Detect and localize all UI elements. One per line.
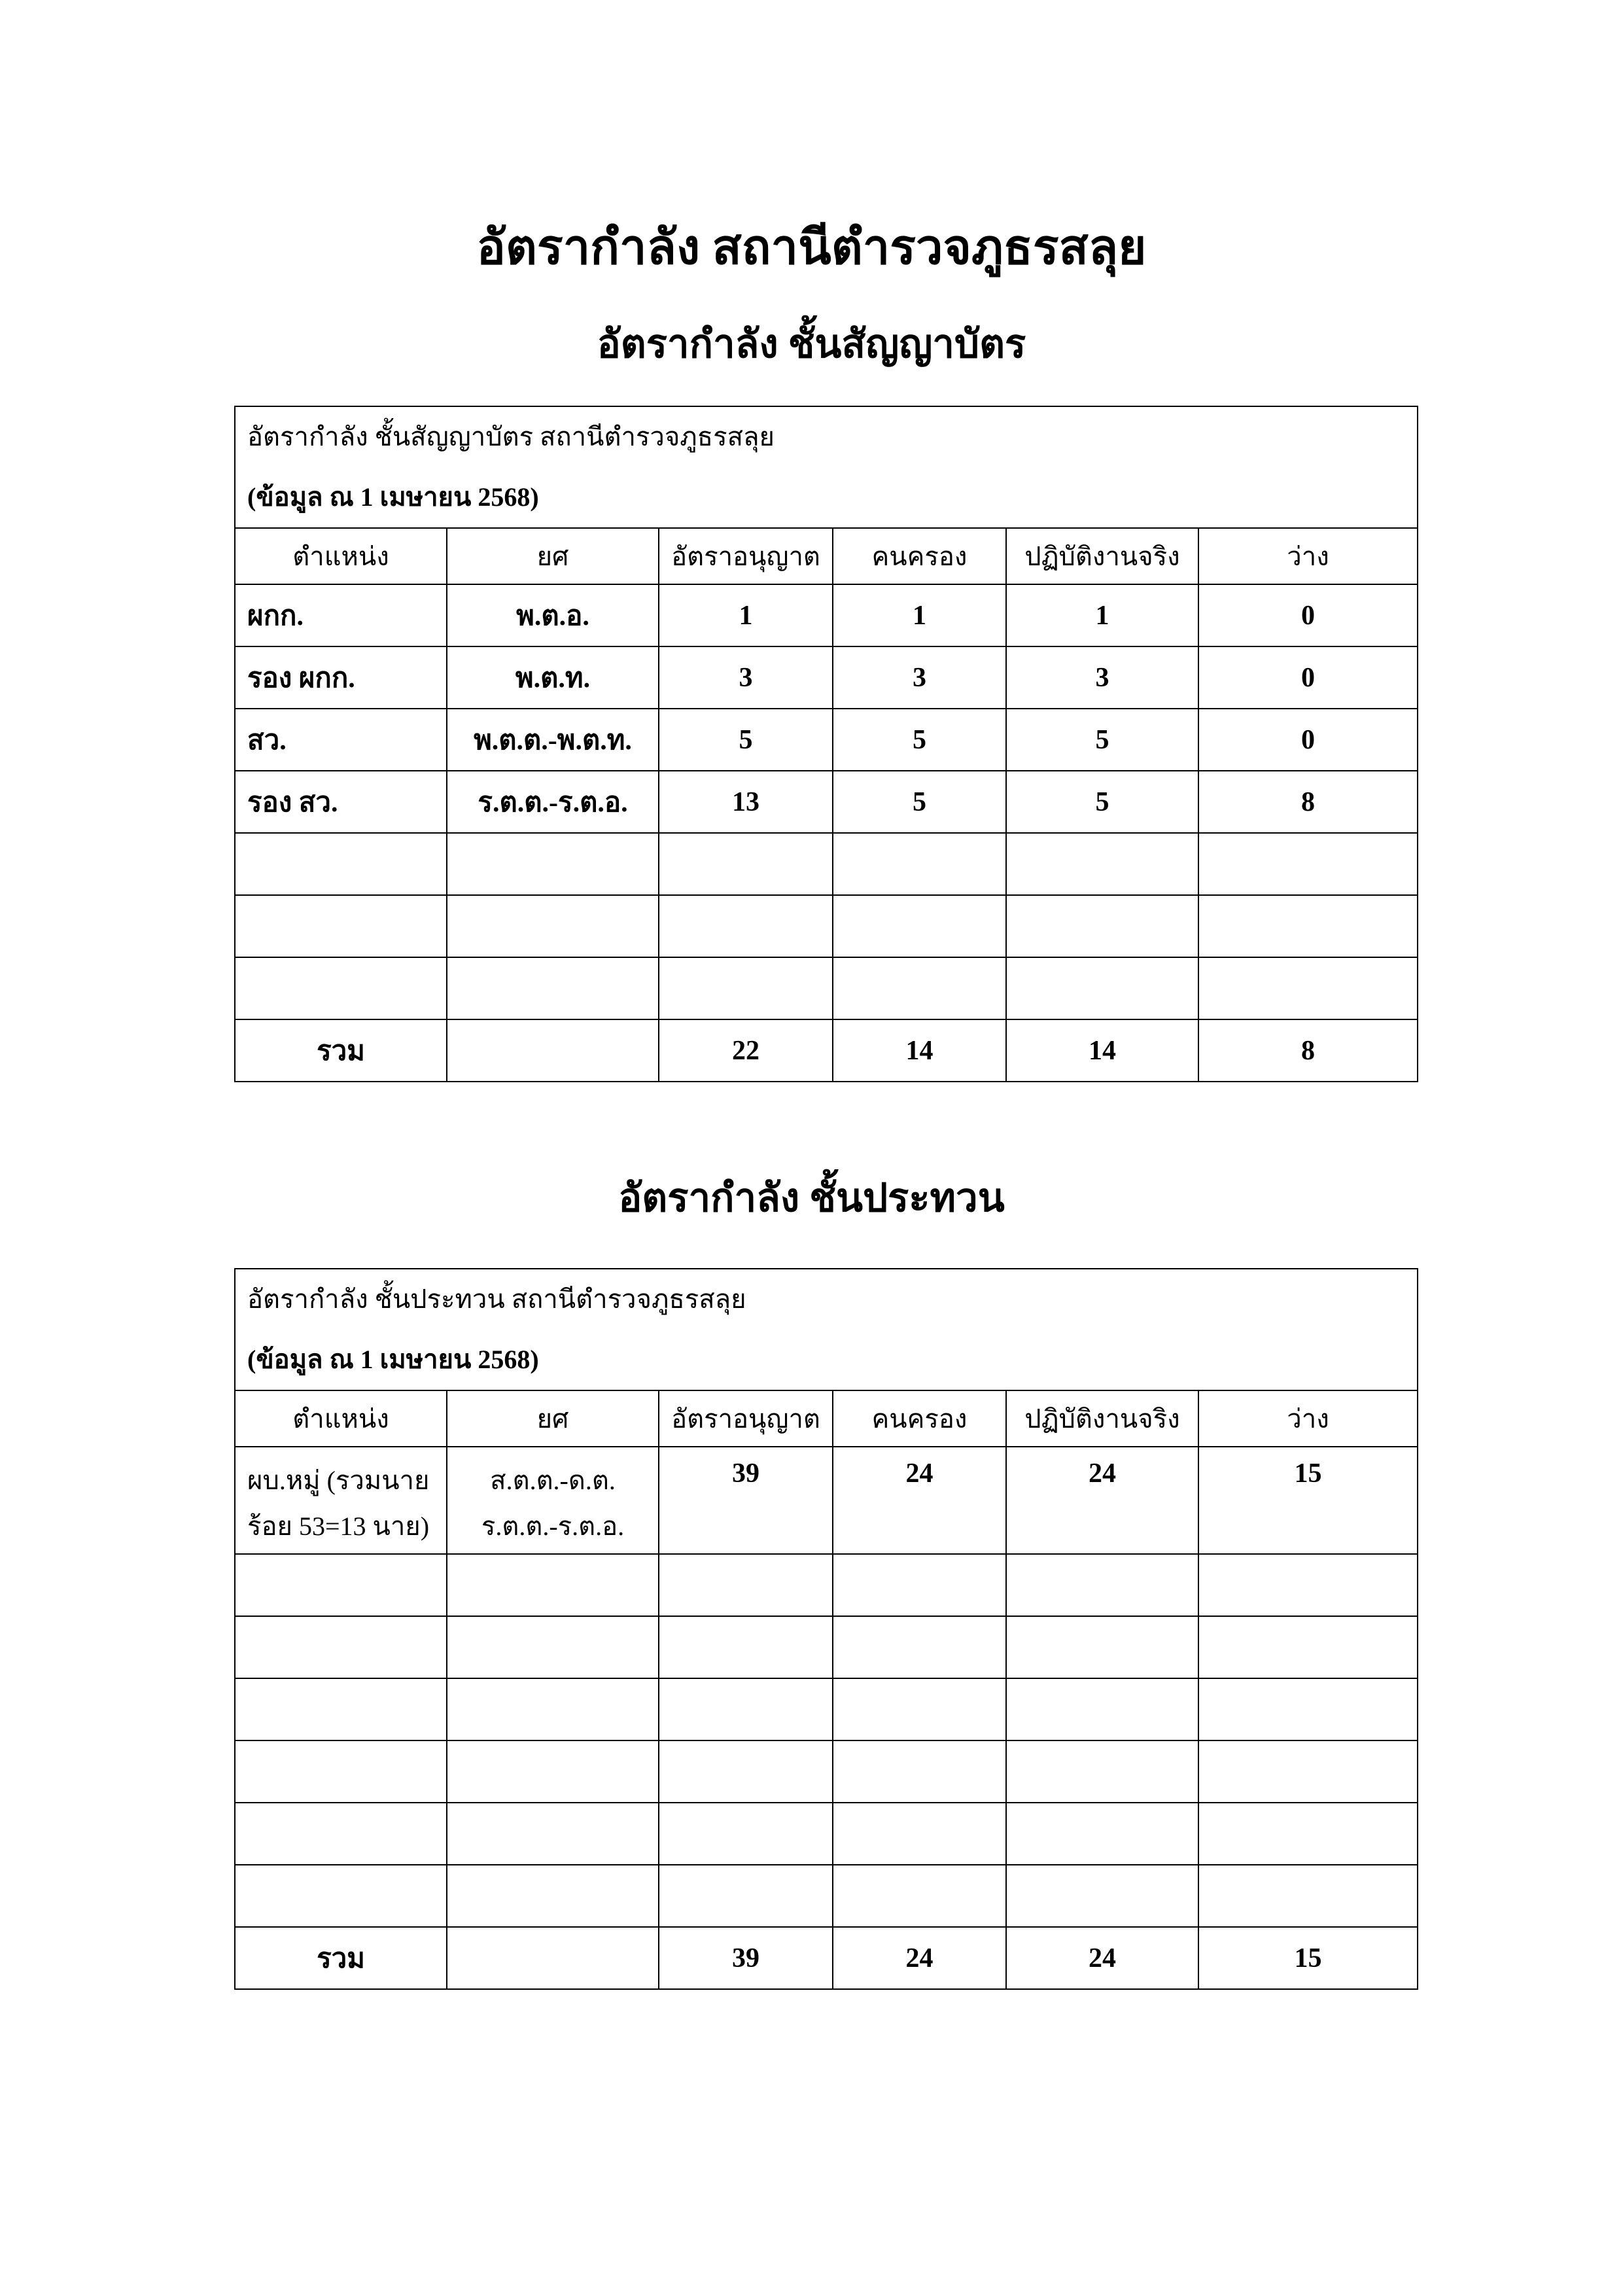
table-total-row <box>235 1927 1418 1989</box>
total-actual: 24 <box>1006 1927 1198 1989</box>
column-header-occupied: คนครอง <box>833 528 1006 584</box>
table-caption <box>235 1269 1418 1390</box>
empty-row <box>235 1616 1418 1678</box>
cell-authorized: 39 <box>659 1447 833 1554</box>
column-header-actual: ปฏิบัติงานจริง <box>1006 528 1198 584</box>
table-caption <box>235 406 1418 528</box>
table-row <box>235 1447 1418 1554</box>
total-label: รวม <box>235 1019 447 1082</box>
cell-authorized: 1 <box>659 584 833 646</box>
cell-vacant: 0 <box>1198 709 1418 771</box>
column-header-authorized: อัตราอนุญาต <box>659 528 833 584</box>
column-header-rank: ยศ <box>447 1390 659 1447</box>
table-header-row <box>235 528 1418 584</box>
page-title: อัตรากำลัง สถานีตำรวจภูธรสลุย <box>476 221 1147 275</box>
table-date-note: (ข้อมูล ณ 1 เมษายน 2568) <box>247 482 539 512</box>
cell-occupied: 1 <box>833 584 1006 646</box>
cell-authorized: 5 <box>659 709 833 771</box>
cell-position-line2: ร้อย 53=13 นาย) <box>247 1511 430 1541</box>
cell-authorized: 3 <box>659 646 833 709</box>
cell-rank: ร.ต.ต.-ร.ต.อ. <box>447 771 659 833</box>
column-header-position: ตำแหน่ง <box>235 528 447 584</box>
cell-occupied: 3 <box>833 646 1006 709</box>
cell-position: รอง สว. <box>235 771 447 833</box>
table-header-row <box>235 1390 1418 1447</box>
table-row <box>235 584 1418 646</box>
total-authorized: 39 <box>659 1927 833 1989</box>
empty-row <box>235 1740 1418 1803</box>
table-total-row <box>235 1019 1418 1082</box>
cell-authorized: 13 <box>659 771 833 833</box>
empty-row <box>235 833 1418 895</box>
cell-position: ผกก. <box>235 584 447 646</box>
cell-rank-line1: ส.ต.ต.-ด.ต. <box>490 1466 616 1495</box>
cell-rank: พ.ต.อ. <box>447 584 659 646</box>
cell-position-line1: ผบ.หมู่ (รวมนาย <box>247 1466 430 1495</box>
cell-rank <box>447 1447 659 1554</box>
column-header-vacant: ว่าง <box>1198 528 1418 584</box>
total-label: รวม <box>235 1927 447 1989</box>
section-heading-noncommissioned: อัตรากำลัง ชั้นประทวน <box>618 1176 1005 1220</box>
cell-position: รอง ผกก. <box>235 646 447 709</box>
table-row <box>235 646 1418 709</box>
column-header-authorized: อัตราอนุญาต <box>659 1390 833 1447</box>
empty-row <box>235 1678 1418 1740</box>
empty-row <box>235 1554 1418 1616</box>
total-rank-blank <box>447 1019 659 1082</box>
column-header-occupied: คนครอง <box>833 1390 1006 1447</box>
cell-vacant: 8 <box>1198 771 1418 833</box>
cell-actual: 1 <box>1006 584 1198 646</box>
noncommissioned-strength-table <box>234 1268 1418 1990</box>
cell-vacant: 15 <box>1198 1447 1418 1554</box>
empty-row <box>235 1803 1418 1865</box>
cell-occupied: 5 <box>833 771 1006 833</box>
table-row <box>235 771 1418 833</box>
cell-actual: 5 <box>1006 771 1198 833</box>
empty-row <box>235 1865 1418 1927</box>
table-caption-title: อัตรากำลัง ชั้นสัญญาบัตร สถานีตำรวจภูธรสลุย <box>247 422 775 451</box>
cell-vacant: 0 <box>1198 584 1418 646</box>
total-vacant: 8 <box>1198 1019 1418 1082</box>
total-authorized: 22 <box>659 1019 833 1082</box>
column-header-actual: ปฏิบัติงานจริง <box>1006 1390 1198 1447</box>
cell-vacant: 0 <box>1198 646 1418 709</box>
section-heading-commissioned: อัตรากำลัง ชั้นสัญญาบัตร <box>597 323 1026 366</box>
cell-rank: พ.ต.ต.-พ.ต.ท. <box>447 709 659 771</box>
table-caption-row <box>235 1269 1418 1390</box>
cell-rank: พ.ต.ท. <box>447 646 659 709</box>
cell-position <box>235 1447 447 1554</box>
cell-occupied: 24 <box>833 1447 1006 1554</box>
total-vacant: 15 <box>1198 1927 1418 1989</box>
empty-row <box>235 957 1418 1019</box>
total-rank-blank <box>447 1927 659 1989</box>
empty-row <box>235 895 1418 957</box>
table-caption-title: อัตรากำลัง ชั้นประทวน สถานีตำรวจภูธรสลุย <box>247 1284 746 1314</box>
column-header-vacant: ว่าง <box>1198 1390 1418 1447</box>
cell-occupied: 5 <box>833 709 1006 771</box>
commissioned-strength-table <box>234 406 1418 1082</box>
column-header-position: ตำแหน่ง <box>235 1390 447 1447</box>
cell-rank-line2: ร.ต.ต.-ร.ต.อ. <box>481 1511 625 1541</box>
total-occupied: 24 <box>833 1927 1006 1989</box>
cell-position: สว. <box>235 709 447 771</box>
table-row <box>235 709 1418 771</box>
total-actual: 14 <box>1006 1019 1198 1082</box>
total-occupied: 14 <box>833 1019 1006 1082</box>
table-caption-row <box>235 406 1418 528</box>
cell-actual: 5 <box>1006 709 1198 771</box>
cell-actual: 24 <box>1006 1447 1198 1554</box>
table-date-note: (ข้อมูล ณ 1 เมษายน 2568) <box>247 1345 539 1374</box>
column-header-rank: ยศ <box>447 528 659 584</box>
cell-actual: 3 <box>1006 646 1198 709</box>
